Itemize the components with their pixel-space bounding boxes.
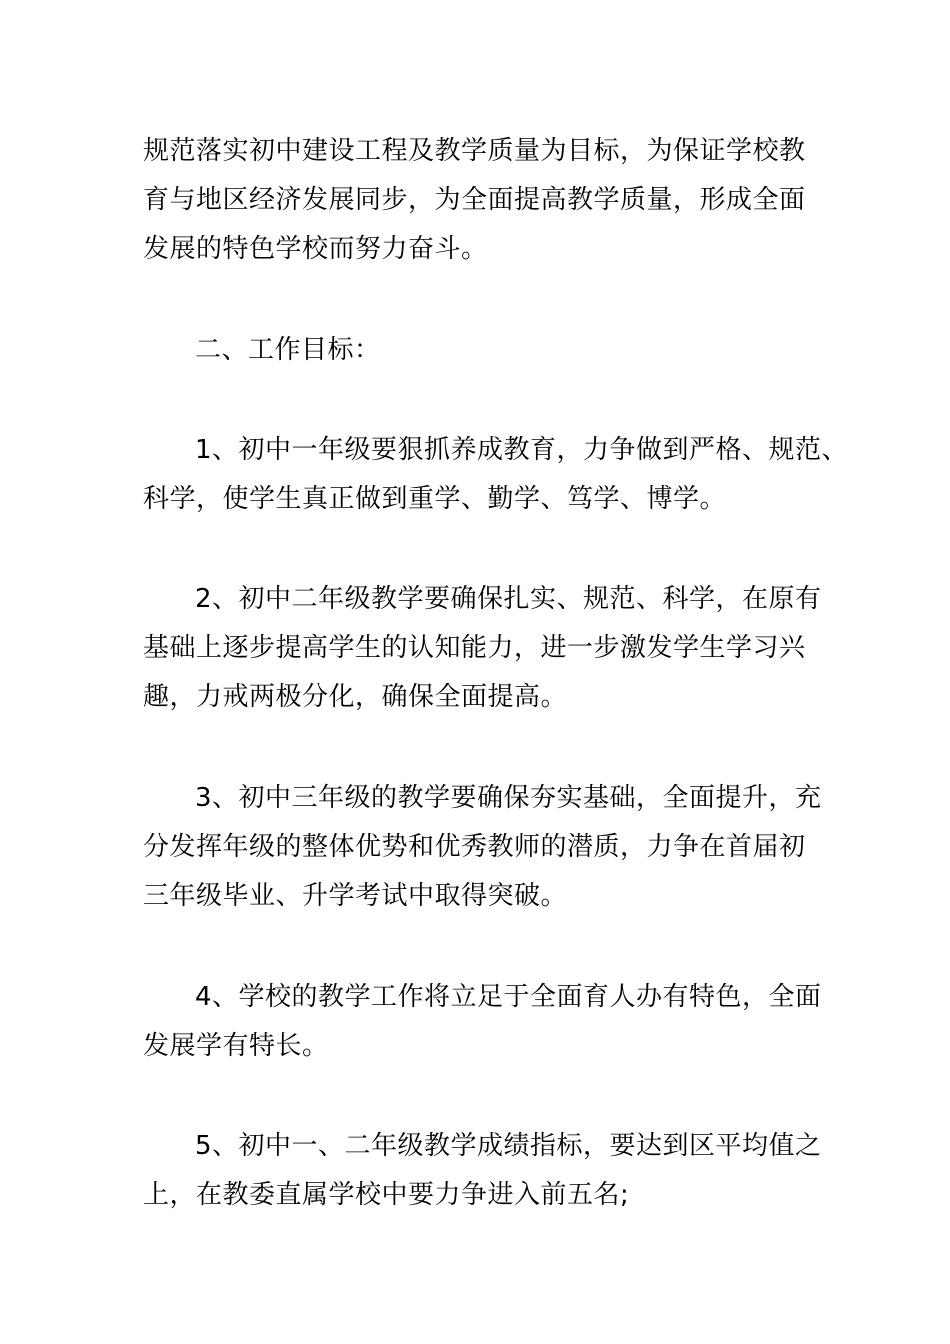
text-line: 1、初中一年级要狠抓养成教育，力争做到严格、规范、 — [195, 435, 849, 465]
goal-item-3 — [143, 774, 822, 921]
text-line: 2、初中二年级教学要确保扎实、规范、科学，在原有 — [195, 584, 822, 614]
text-line: 基础上逐步提高学生的认知能力，进一步激发学生学习兴 — [143, 633, 806, 663]
goal-item-2 — [143, 575, 822, 722]
goal-item-4 — [143, 973, 822, 1071]
text-line: 3、初中三年级的教学要确保夯实基础，全面提升，充 — [195, 783, 822, 813]
text-line: 4、学校的教学工作将立足于全面育人办有特色，全面 — [195, 982, 822, 1012]
heading-text: 二、工作目标： — [195, 335, 381, 365]
goal-item-5 — [143, 1122, 822, 1220]
intro-paragraph — [143, 127, 813, 274]
text-line: 5、初中一、二年级教学成绩指标，要达到区平均值之 — [195, 1131, 822, 1161]
text-line: 分发挥年级的整体优势和优秀教师的潜质，力争在首届初 — [143, 832, 806, 862]
text-line: 育与地区经济发展同步，为全面提高教学质量，形成全面 — [143, 185, 806, 215]
text-line: 科学，使学生真正做到重学、勤学、笃学、博学。 — [143, 484, 727, 514]
text-line: 规范落实初中建设工程及教学质量为目标，为保证学校教 — [143, 136, 806, 166]
text-line: 发展的特色学校而努力奋斗。 — [143, 234, 488, 264]
text-line: 上，在教委直属学校中要力争进入前五名; — [143, 1180, 630, 1210]
section-heading — [143, 326, 813, 375]
text-line: 三年级毕业、升学考试中取得突破。 — [143, 881, 568, 911]
text-line: 发展学有特长。 — [143, 1031, 329, 1061]
goal-item-1 — [143, 426, 849, 524]
text-line: 趣，力戒两极分化，确保全面提高。 — [143, 682, 568, 712]
